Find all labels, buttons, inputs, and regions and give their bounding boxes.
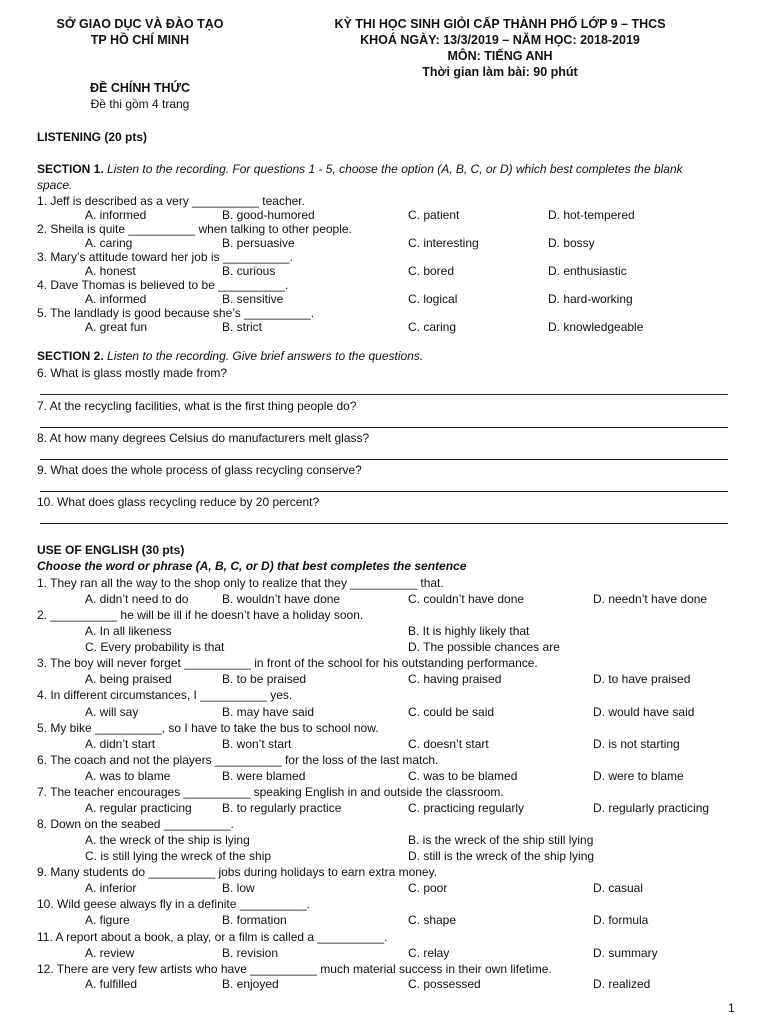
- option-d: D. would have said: [593, 705, 695, 719]
- answer-line[interactable]: [40, 459, 728, 460]
- option-b: B. revision: [222, 946, 279, 960]
- option-a: A. fulfilled: [85, 977, 138, 991]
- section2-instruction: [37, 348, 423, 364]
- section2-label: SECTION 2.: [37, 349, 104, 363]
- question-text: 3. Mary’s attitude toward her job is __________.: [37, 250, 293, 264]
- option-c: C. couldn’t have done: [408, 592, 525, 606]
- listening-title: LISTENING (20 pts): [37, 130, 148, 144]
- open-question: 8. At how many degrees Celsius do manufacturers melt glass?: [37, 431, 370, 445]
- option-a: A. In all likeness: [85, 624, 172, 638]
- option-b: B. may have said: [222, 705, 315, 719]
- use-of-english-instruction: Choose the word or phrase (A, B, C, or D) that best completes the sentence: [37, 559, 467, 573]
- question-text: 2. Sheila is quite __________ when talking to other people.: [37, 222, 352, 236]
- option-a: A. will say: [85, 705, 139, 719]
- open-question: 10. What does glass recycling reduce by 20 percent?: [37, 495, 320, 509]
- option-c: C. poor: [408, 881, 448, 895]
- department-line-1: SỞ GIAO DỤC VÀ ĐÀO TẠO: [56, 17, 224, 31]
- question-text: 9. Many students do __________ jobs during holidays to earn extra money.: [37, 865, 438, 879]
- question-text: 1. They ran all the way to the shop only to realize that they __________ that.: [37, 576, 444, 590]
- option-b: B. is the wreck of the ship still lying: [408, 833, 594, 847]
- question-text: 11. A report about a book, a play, or a film is called a __________.: [37, 930, 388, 944]
- option-c: C. logical: [408, 292, 458, 306]
- answer-line[interactable]: [40, 394, 728, 395]
- option-c: C. interesting: [408, 236, 479, 250]
- question-text: 7. The teacher encourages __________ speaking English in and outside the classroom.: [37, 785, 504, 799]
- option-c: C. having praised: [408, 672, 502, 686]
- option-b: B. to regularly practice: [222, 801, 342, 815]
- question-text: 5. My bike __________, so I have to take the bus to school now.: [37, 721, 379, 735]
- option-c: C. is still lying the wreck of the ship: [85, 849, 272, 863]
- option-d: D. summary: [593, 946, 658, 960]
- page-count: Đề thi gồm 4 trang: [90, 97, 190, 111]
- department-line-2: TP HỒ CHÍ MINH: [90, 33, 190, 47]
- option-b: B. were blamed: [222, 769, 306, 783]
- option-c: C. bored: [408, 264, 455, 278]
- option-c: C. relay: [408, 946, 450, 960]
- option-d: D. hard-working: [548, 292, 633, 306]
- option-d: D. enthusiastic: [548, 264, 627, 278]
- option-a: A. being praised: [85, 672, 172, 686]
- answer-line[interactable]: [40, 427, 728, 428]
- official-label: ĐỀ CHÍNH THỨC: [90, 81, 190, 95]
- open-question: 6. What is glass mostly made from?: [37, 366, 228, 380]
- option-b: B. won’t start: [222, 737, 292, 751]
- option-b: B. sensitive: [222, 292, 284, 306]
- option-c: C. caring: [408, 320, 457, 334]
- option-d: D. knowledgeable: [548, 320, 644, 334]
- use-of-english-title: USE OF ENGLISH (30 pts): [37, 543, 185, 557]
- option-c: C. doesn’t start: [408, 737, 489, 751]
- option-b: B. curious: [222, 264, 276, 278]
- option-b: B. It is highly likely that: [408, 624, 530, 638]
- option-c: C. possessed: [408, 977, 481, 991]
- option-b: B. wouldn’t have done: [222, 592, 341, 606]
- question-text: 10. Wild geese always fly in a definite __________.: [37, 897, 310, 911]
- option-b: B. to be praised: [222, 672, 307, 686]
- question-text: 6. The coach and not the players __________ for the loss of the last match.: [37, 753, 439, 767]
- option-a: A. the wreck of the ship is lying: [85, 833, 250, 847]
- question-text: 8. Down on the seabed __________.: [37, 817, 234, 831]
- option-b: B. formation: [222, 913, 287, 927]
- question-text: 2. __________ he will be ill if he doesn’t have a holiday soon.: [37, 608, 364, 622]
- option-d: D. hot-tempered: [548, 208, 635, 222]
- exam-date: KHOÁ NGÀY: 13/3/2019 – NĂM HỌC: 2018-2019: [360, 33, 640, 47]
- option-d: D. bossy: [548, 236, 595, 250]
- option-c: C. patient: [408, 208, 460, 222]
- answer-line[interactable]: [40, 523, 728, 524]
- option-a: A. didn’t need to do: [85, 592, 189, 606]
- option-a: A. informed: [85, 208, 147, 222]
- option-a: A. caring: [85, 236, 133, 250]
- option-a: A. honest: [85, 264, 136, 278]
- section2-text: Listen to the recording. Give brief answers to the questions.: [103, 349, 424, 363]
- option-c: C. was to be blamed: [408, 769, 518, 783]
- option-a: A. review: [85, 946, 135, 960]
- option-a: A. great fun: [85, 320, 148, 334]
- question-text: 1. Jeff is described as a very __________ teacher.: [37, 194, 305, 208]
- question-text: 4. Dave Thomas is believed to be __________.: [37, 278, 289, 292]
- option-a: A. figure: [85, 913, 130, 927]
- option-c: C. practicing regularly: [408, 801, 525, 815]
- option-b: B. low: [222, 881, 255, 895]
- option-d: D. is not starting: [593, 737, 680, 751]
- open-question: 9. What does the whole process of glass recycling conserve?: [37, 463, 362, 477]
- department-name: [40, 16, 240, 48]
- option-d: D. needn’t have done: [593, 592, 708, 606]
- question-text: 5. The landlady is good because she’s __________.: [37, 306, 315, 320]
- exam-info: [300, 16, 700, 80]
- option-b: B. good-humored: [222, 208, 315, 222]
- section1-instruction: [37, 161, 683, 177]
- option-d: D. The possible chances are: [408, 640, 560, 654]
- option-a: A. informed: [85, 292, 147, 306]
- page-number: 1: [728, 1001, 735, 1015]
- option-a: A. regular practicing: [85, 801, 192, 815]
- option-c: C. Every probability is that: [85, 640, 225, 654]
- option-b: B. enjoyed: [222, 977, 279, 991]
- exam-subject: MÔN: TIẾNG ANH: [447, 49, 553, 63]
- option-d: D. were to blame: [593, 769, 684, 783]
- open-question: 7. At the recycling facilities, what is the first thing people do?: [37, 399, 357, 413]
- option-d: D. realized: [593, 977, 651, 991]
- section1-instruction-cont: space.: [37, 178, 73, 192]
- option-c: C. could be said: [408, 705, 495, 719]
- exam-duration: Thời gian làm bài: 90 phút: [422, 65, 578, 79]
- option-d: D. formula: [593, 913, 649, 927]
- option-d: D. still is the wreck of the ship lying: [408, 849, 595, 863]
- section1-label: SECTION 1.: [37, 162, 104, 176]
- section1-text: Listen to the recording. For questions 1 - 5, choose the option (A, B, C, or D) which best completes the blank: [103, 162, 683, 176]
- question-text: 3. The boy will never forget __________ in front of the school for his outstanding performance.: [37, 656, 538, 670]
- exam-title: KỲ THI HỌC SINH GIỎI CẤP THÀNH PHỐ LỚP 9 – THCS: [334, 17, 666, 31]
- option-a: A. inferior: [85, 881, 137, 895]
- option-a: A. was to blame: [85, 769, 171, 783]
- option-a: A. didn’t start: [85, 737, 156, 751]
- answer-line[interactable]: [40, 491, 728, 492]
- option-d: D. regularly practicing: [593, 801, 710, 815]
- question-text: 12. There are very few artists who have __________ much material success in their own lifetime.: [37, 962, 552, 976]
- option-b: B. persuasive: [222, 236, 295, 250]
- option-d: D. casual: [593, 881, 644, 895]
- option-d: D. to have praised: [593, 672, 691, 686]
- option-c: C. shape: [408, 913, 457, 927]
- option-b: B. strict: [222, 320, 263, 334]
- question-text: 4. In different circumstances, I __________ yes.: [37, 688, 293, 702]
